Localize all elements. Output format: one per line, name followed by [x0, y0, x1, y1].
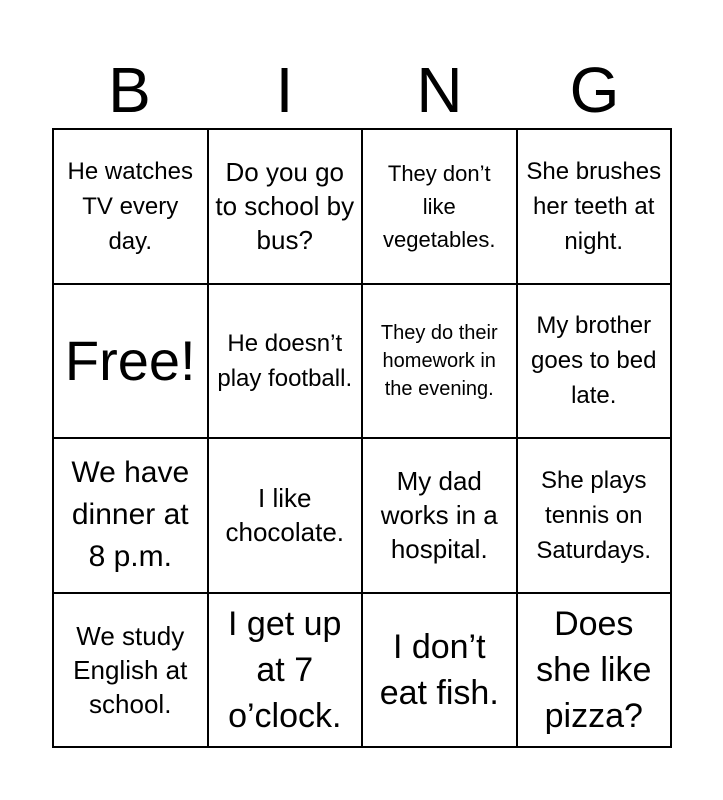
bingo-cell[interactable]: I like chocolate. [209, 439, 364, 594]
free-cell[interactable]: Free! [54, 285, 209, 440]
bingo-cell[interactable]: I get up at 7 o’clock. [209, 594, 364, 749]
bingo-cell[interactable]: He doesn’t play football. [209, 285, 364, 440]
bingo-cell[interactable]: She plays tennis on Saturdays. [518, 439, 673, 594]
bingo-cell[interactable]: They do their homework in the evening. [363, 285, 518, 440]
bingo-cell[interactable]: I don’t eat fish. [363, 594, 518, 749]
header-letter-i: I [275, 54, 294, 126]
bingo-cell[interactable]: My dad works in a hospital. [363, 439, 518, 594]
bingo-cell[interactable]: Do you go to school by bus? [209, 130, 364, 285]
bingo-cell[interactable]: Does she like pizza? [518, 594, 673, 749]
header-letter-n: N [416, 54, 463, 126]
bingo-cell[interactable]: She brushes her teeth at night. [518, 130, 673, 285]
bingo-cell[interactable]: They don’t like vegetables. [363, 130, 518, 285]
bingo-cell[interactable]: We have dinner at 8 p.m. [54, 439, 209, 594]
bingo-cell[interactable]: We study English at school. [54, 594, 209, 749]
bingo-cell[interactable]: He watches TV every day. [54, 130, 209, 285]
bingo-header [52, 52, 672, 128]
bingo-card [52, 128, 672, 748]
header-letter-g: G [569, 54, 620, 126]
header-letter-b: B [108, 54, 151, 126]
bingo-cell[interactable]: My brother goes to bed late. [518, 285, 673, 440]
